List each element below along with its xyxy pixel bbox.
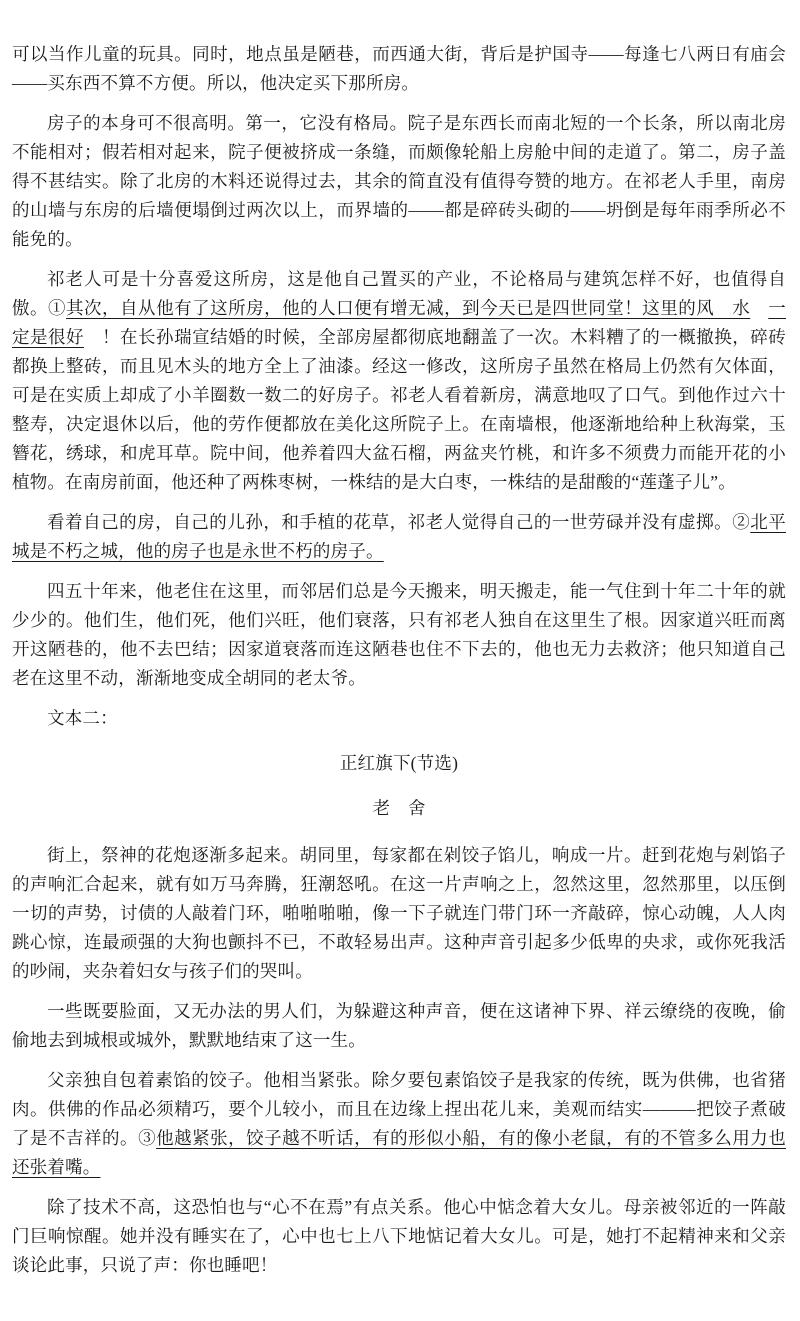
document-content [12, 40, 786, 1280]
paragraph-2 [12, 109, 786, 254]
paragraph-6 [12, 841, 786, 986]
underlined-text: 北平城是不朽之城，他的房子也是永世不朽的房子。 [12, 512, 786, 561]
paragraph-5 [12, 577, 786, 693]
circled-number-1: ① [48, 298, 67, 318]
text-two-author [12, 794, 786, 823]
text-run: 四五十年来，他老住在这里，而邻居们总是今天搬来，明天搬走，能一气住到十年二十年的就少少的。他们生，他们死，他们兴旺，他们衰落，只有祁老人独自在这里生了根。因家道兴旺而离开这陋巷的，他不去巴结；因家道衰落而连这陋巷也住不下去的，他也无力去救济；他只知道自己老在这里不动，渐渐地变成全胡同的老太爷。 [12, 581, 786, 688]
text-run: 除了技术不高，这恐怕也与“心不在焉”有点关系。他心中惦念着大女儿。母亲被邻近的一阵敲门巨响惊醒。她并没有睡实在了，心中也七上八下地惦记着大女儿。可是，她打不起精神来和父亲谈论此事，只说了声：你也睡吧！ [12, 1197, 786, 1275]
text-run: 老 舍 [372, 798, 426, 818]
underlined-text: 他越紧张，饺子越不听话，有的形似小船，有的像小老鼠，有的不管多么用力也还张着嘴。 [12, 1128, 787, 1177]
underlined-text: 一定是很好 [12, 298, 786, 347]
text-run: 父亲独自包着素馅的饺子。他相当紧张。除夕要包素馅饺子是我家的传统，既为供佛，也省猪肉。供佛的作品必须精巧，要个儿较小，而且在边缘上捏出花儿来，美观而结实———把饺子煮破了是不吉祥的。 [12, 1070, 786, 1148]
text-run: 可以当作儿童的玩具。同时，地点虽是陋巷，而西通大街，背后是护国寺——每逢七八两日有庙会——买东西不算不方便。所以，他决定买下那所房。 [12, 44, 786, 93]
text-run: 文本二： [47, 708, 118, 728]
text-run [750, 298, 768, 318]
text-run: 街上，祭神的花炮逐渐多起来。胡同里，每家都在剁饺子馅儿，响成一片。赶到花炮与剁馅子的声响汇合起来，就有如万马奔腾，狂潮怒吼。在这一片声响之上，忽然这里，忽然那里，以压倒一切的声势，讨债的人敲着门环，啪啪啪啪，像一下子就连门带门环一齐敲碎，惊心动魄，人人肉跳心惊，连最顽强的大狗也颤抖不已，不敢轻易出声。这种声音引起多少低卑的央求，或你死我活的吵闹，夹杂着妇女与孩子们的哭叫。 [12, 845, 786, 981]
text-run: 一些既要脸面，又无办法的男人们，为躲避这种声音，便在这诸神下界、祥云缭绕的夜晚，偷偷地去到城根或城外，默默地结束了这一生。 [12, 1001, 786, 1050]
text-two-title [12, 749, 786, 778]
paragraph-1 [12, 40, 786, 98]
circled-number-3: ③ [138, 1128, 157, 1148]
underlined-text: 其次，自从他有了这所房，他的人口便有增无减，到今天已是四世同堂！这里的风 水 [66, 298, 751, 318]
text-run: 看着自己的房，自己的儿孙，和手植的花草，祁老人觉得自己的一世劳碌并没有虚掷。 [47, 512, 733, 532]
circled-number-2: ② [732, 512, 751, 532]
paragraph-4 [12, 508, 786, 566]
text-run: 祁老人可是十分喜爱这所房，这是他自己置买的产业，不论格局与建筑怎样不好，也值得自傲。 [12, 269, 786, 318]
text-run: ！在长孙瑞宣结婚的时候，全部房屋都彻底地翻盖了一次。木料糟了的一概撤换，碎砖都换上整砖，而且见木头的地方全上了油漆。经这一修改，这所房子虽然在格局上仍然有欠体面，可是在实质上却成了小羊圈数一数二的好房子。祁老人看着新房，满意地叹了口气。到他作过六十整寿，决定退休以后，他的劳作便都放在美化这所院子上。在南墙根，他逐渐地给种上秋海棠，玉簪花，绣球，和虎耳草。院中间，他养着四大盆石榴，两盆夹竹桃，和许多不须费力而能开花的小植物。在南房前面，他还种了两株枣树，一株结的是大白枣，一株结的是甜酸的“莲蓬子儿”。 [12, 327, 786, 492]
text-run: 房子的本身可不很高明。第一，它没有格局。院子是东西长而南北短的一个长条，所以南北房不能相对；假若相对起来，院子便被挤成一条缝，而颇像轮船上房舱中间的走道了。第二，房子盖得不甚结实。除了北房的木料还说得过去，其余的简直没有值得夸赞的地方。在祁老人手里，南房的山墙与东房的后墙便塌倒过两次以上，而界墙的——都是碎砖头砌的——坍倒是每年雨季所必不能免的。 [12, 113, 786, 249]
paragraph-9 [12, 1193, 786, 1280]
paragraph-3 [12, 265, 786, 497]
text-run: 正红旗下(节选) [339, 753, 459, 773]
text-two-label [12, 704, 786, 733]
paragraph-8 [12, 1066, 786, 1182]
paragraph-7 [12, 997, 786, 1055]
